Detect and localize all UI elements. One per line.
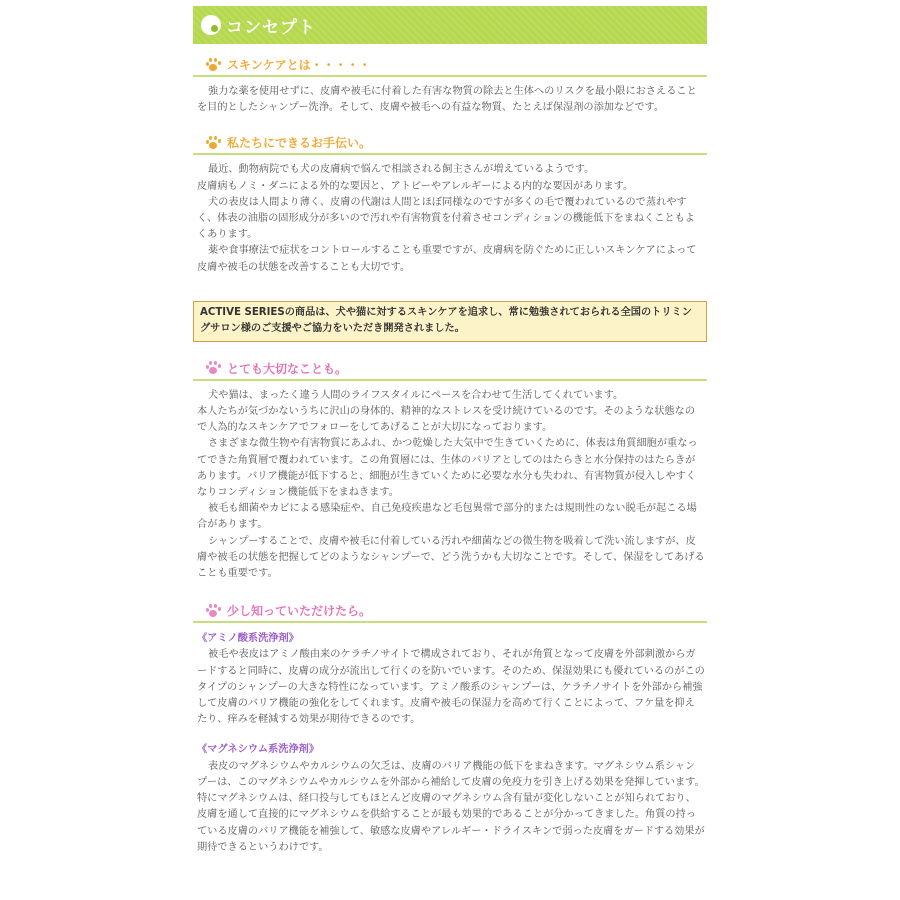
paragraph: 薬や食事療法で症状をコントロールすることも重要ですが、皮膚病を防ぐために正しいスキンケアによって皮膚や被毛の状態を改善することも大切です。 <box>197 245 697 273</box>
section-heading-important <box>193 360 707 381</box>
section-heading-text: とても大切なことも。 <box>227 361 348 376</box>
section-heading-text: スキンケアとは・・・・・ <box>227 58 371 72</box>
section-heading-skincare <box>193 56 707 77</box>
circle-dot-icon <box>201 15 221 35</box>
paragraph: 強力な薬を使用せずに、皮膚や被毛に付着した有害な物質の除去と生体へのリスクを最小限におさえることを目的としたシャンプー洗浄。そして、皮膚や被毛への有益な物質、たとえば保湿剤の添加などです。 <box>197 86 697 114</box>
section-heading-knowledge <box>193 602 707 623</box>
paw-icon <box>205 361 223 375</box>
paragraph: 皮膚病もノミ・ダニによる外的な要因と、アトピーやアレルギーによる内的な要因があります。 <box>197 180 634 192</box>
section-body-important <box>193 388 707 582</box>
paragraph: 被毛や表皮はアミノ酸由来のケラチノサイトで構成されており、それが角質となって皮膚を外部刺激からガードすると同時に、皮膚の成分が流出して行くのを防いでいます。そのため、保湿効果にも優れているのがこのタイプのシャンプーの大きな特性になっています。アミノ酸系のシャンプーは、ケラチノサイトを外部から補強して皮膚のバリア機能の強化をしてくれます。皮膚や被毛の保湿力を高めて行くことによって、フケ量を抑えたり、痒みを軽減する効果が期待できるのです。 <box>197 649 705 726</box>
section-heading-help <box>193 134 707 155</box>
subsection-title-amino: 《アミノ酸系洗浄剤》 <box>197 633 299 645</box>
active-series-notice: ACTIVE SERIESの商品は、犬や猫に対するスキンケアを追求し、常に勉強されておられる全国のトリミングサロン様のご支援やご協力をいただき開発されました。 <box>193 301 707 342</box>
paragraph: 犬の表皮は人間より薄く、皮膚の代謝は人間とほぼ同様なのですが多くの毛で覆われているので蒸れやすく、体表の油脂の固形成分が多いので汚れや有害物質を付着させコンディションの機能低下をまねくこともよくあります。 <box>197 196 695 241</box>
paragraph: さまざまな微生物や有害物質にあふれ、かつ乾燥した大気中で生きていくために、体表は角質細胞が重なってできた角質層で覆われています。この角質層には、生体のバリアとしてのはたらきと水分保持のはたらきがあります。バリア機能が低下すると、細胞が生きていくために必要な水分も失われ、有害物質が侵入しやすくなりコンディション機能低下をまねきます。 <box>197 438 698 499</box>
concept-banner <box>193 6 707 44</box>
banner-title: コンセプト <box>226 17 316 38</box>
concept-page <box>193 6 707 856</box>
subsection-title-magnesium: 《マグネシウム系洗浄剤》 <box>197 744 320 756</box>
paw-icon <box>205 58 223 72</box>
paragraph: シャンプーすることで、皮膚や被毛に付着している汚れや細菌などの微生物を吸着して洗い流しますが、皮膚や被毛の状態を把握してどのようなシャンプーで、どう洗うかも大切なことです。そして、保湿をしてあげることも重要です。 <box>197 535 705 580</box>
paw-icon <box>205 604 223 618</box>
paragraph: 犬や猫は、まったく違う人間のライフスタイルにペースを合わせて生活してくれています。 <box>208 389 624 401</box>
section-heading-text: 少し知っていただけたら。 <box>227 604 372 619</box>
paragraph: 本人たちが気づかないうちに沢山の身体的、精神的なストレスを受け続けているのです。そのような状態なので人為的なスキンケアでフォローをしてあげることが大切になっております。 <box>197 406 696 434</box>
section-heading-text: 私たちにできるお手伝い。 <box>227 136 372 151</box>
paragraph: 最近、動物病院でも犬の皮膚病で悩んで相談される飼主さんが増えているようです。 <box>208 164 595 176</box>
paw-icon <box>205 136 223 150</box>
section-body-magnesium <box>193 742 707 855</box>
section-body-help <box>193 162 707 275</box>
section-body-amino <box>193 631 707 728</box>
section-body-skincare <box>193 84 707 116</box>
paragraph: 被毛も細菌やカビによる感染症や、自己免疫疾患など毛包異常で部分的または規則性のない脱毛が起こる場合があります。 <box>197 503 697 531</box>
paragraph: 表皮のマグネシウムやカルシウムの欠乏は、皮膚のバリア機能の低下をまねきます。マグネシウム系シャンプーは、このマグネシウムやカルシウムを外部から補給して皮膚の免疫力を引き上げる効果を発揮しています。特にマグネシウムは、経口投与してもほとんど皮膚のマグネシウム含有量が変化しないことが知られており、皮膚を通して直接的にマグネシウムを供給することが最も効果的であることが分かってきました。角質の持っている皮膚のバリア機能を補強して、敏感な皮膚やアレルギー・ドライスキンで弱った皮膚をガードする効果が期待できるというわけです。 <box>197 760 705 853</box>
